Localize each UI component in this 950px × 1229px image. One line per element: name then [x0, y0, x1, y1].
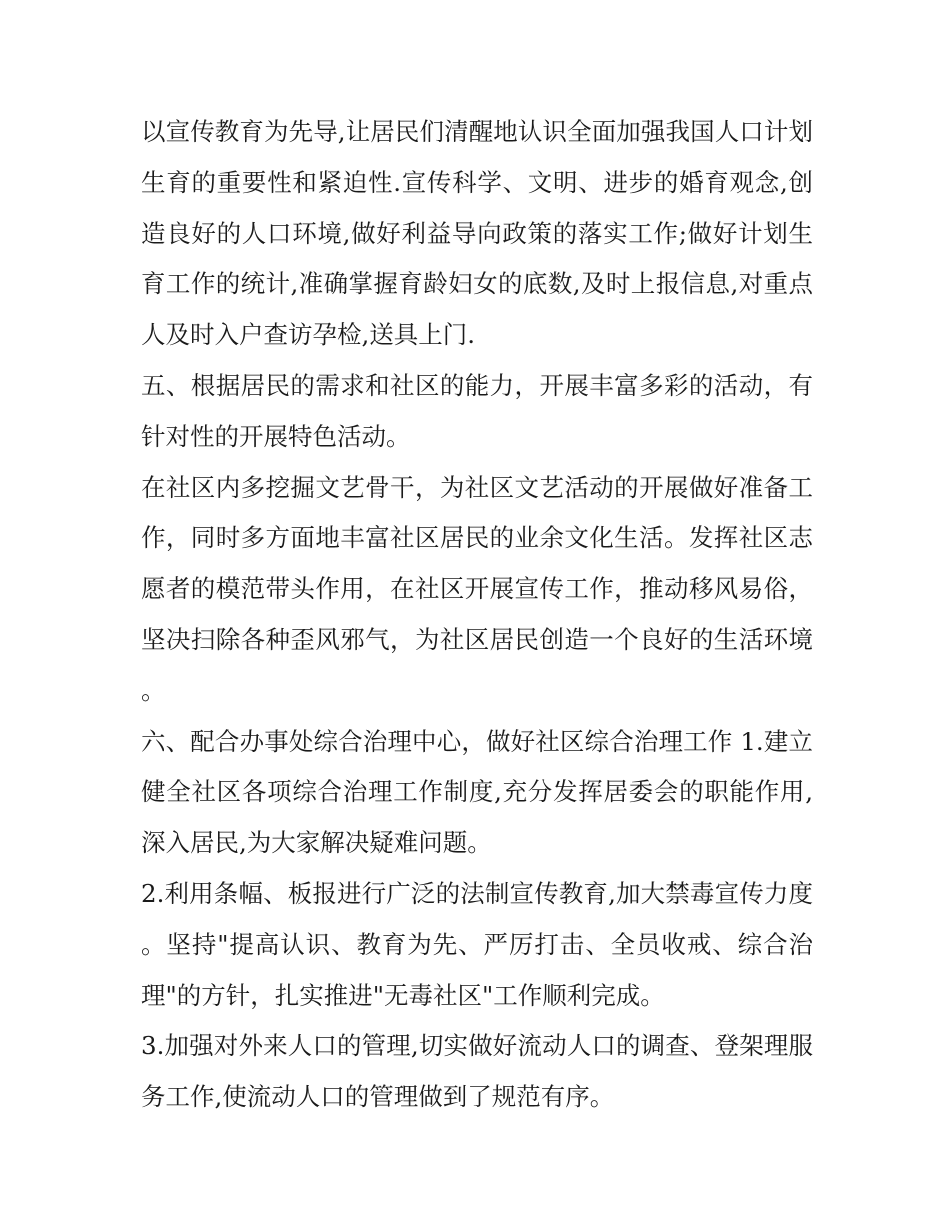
- paragraph-section-five-heading: 五、根据居民的需求和社区的能力，开展丰富多彩的活动，有针对性的开展特色活动。: [141, 370, 813, 451]
- paragraph-cultural-activities: 在社区内多挖掘文艺骨干，为社区文艺活动的开展做好准备工作，同时多方面地丰富社区居民的业余文化生活。发挥社区志愿者的模范带头作用，在社区开展宣传工作，推动移风易俗，坚决扫除各种歪风邪气，为社区居民创造一个良好的生活环境。: [141, 472, 813, 705]
- document-body: [141, 107, 813, 1123]
- paragraph-section-six-heading: 六、配合办事处综合治理中心，做好社区综合治理工作 1.建立健全社区各项综合治理工作制度,充分发挥居委会的职能作用,深入居民,为大家解决疑难问题。: [141, 726, 813, 858]
- paragraph-legal-education: 2.利用条幅、板报进行广泛的法制宣传教育,加大禁毒宣传力度。坚持"提高认识、教育为先、严厉打击、全员收戒、综合治理"的方针，扎实推进"无毒社区"工作顺利完成。: [141, 878, 813, 1010]
- paragraph-family-planning: 以宣传教育为先导,让居民们清醒地认识全面加强我国人口计划生育的重要性和紧迫性.宣传科学、文明、进步的婚育观念,创造良好的人口环境,做好利益导向政策的落实工作;做好计划生育工作的统计,准确掌握育龄妇女的底数,及时上报信息,对重点人及时入户查访孕检,送具上门.: [141, 117, 813, 350]
- paragraph-migrant-management: 3.加强对外来人口的管理,切实做好流动人口的调查、登架理服务工作,使流动人口的管理做到了规范有序。: [141, 1031, 813, 1112]
